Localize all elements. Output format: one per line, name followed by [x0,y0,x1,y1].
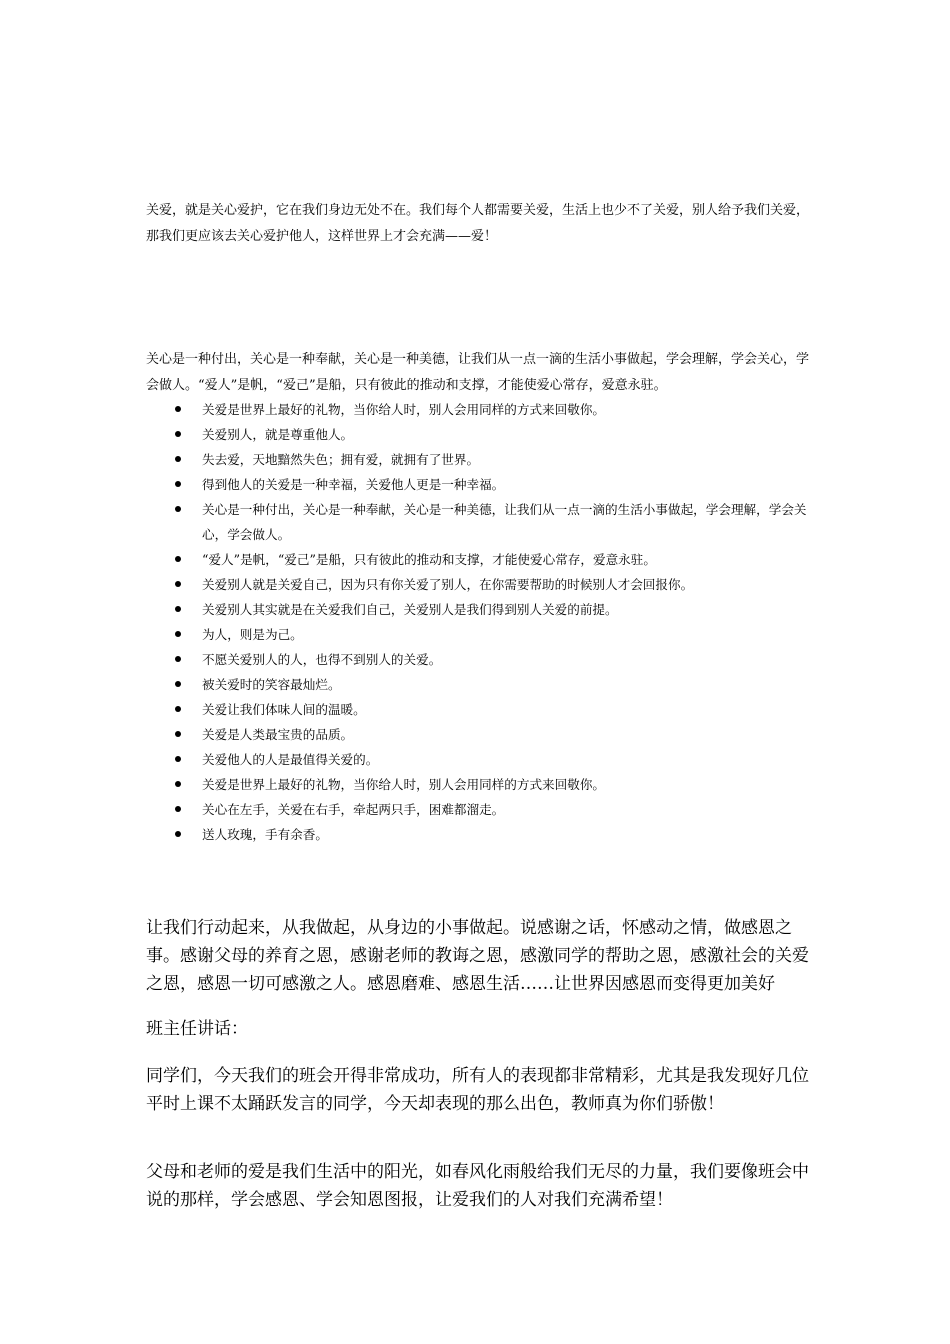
list-item: 关爱是世界上最好的礼物，当你给人时，别人会用同样的方式来回敬你。 [146,397,810,422]
teacher-speech-2: 父母和老师的爱是我们生活中的阳光，如春风化雨般给我们无尽的力量，我们要像班会中说的那样，学会感恩、学会知恩图报，让爱我们的人对我们充满希望！ [146,1162,809,1210]
list-item: 送人玫瑰，手有余香。 [146,822,810,847]
bullet-icon [175,831,181,837]
bullet-icon [175,781,181,787]
list-item: 得到他人的关爱是一种幸福，关爱他人更是一种幸福。 [146,472,810,497]
bullet-icon [175,581,181,587]
bullet-icon [175,656,181,662]
list-item: 关心是一种付出，关心是一种奉献，关心是一种美德，让我们从一点一滴的生活小事做起，学会理解，学会关心，学会做人。 [146,497,810,547]
action-paragraph: 让我们行动起来，从我做起，从身边的小事做起。说感谢之话，怀感动之情，做感恩之事。感谢父母的养育之恩，感谢老师的教诲之恩，感激同学的帮助之恩，感激社会的关爱之恩，感恩一切可感激之人。感恩磨难、感恩生活……让世界因感恩而变得更加美好 [146,918,809,994]
list-item: 为人，则是为己。 [146,622,810,647]
quote-list [146,397,810,847]
list-item: 关心在左手，关爱在右手，牵起两只手，困难都溜走。 [146,797,810,822]
list-item: 不愿关爱别人的人，也得不到别人的关爱。 [146,647,810,672]
bullet-icon [175,506,181,512]
bullet-icon [175,481,181,487]
bullet-icon [175,431,181,437]
list-item: 关爱别人就是关爱自己，因为只有你关爱了别人，在你需要帮助的时候别人才会回报你。 [146,572,810,597]
bullet-icon [175,556,181,562]
list-item: “爱人”是帆，“爱己”是船，只有彼此的推动和支撑，才能使爱心常存，爱意永驻。 [146,547,810,572]
list-item: 关爱别人，就是尊重他人。 [146,422,810,447]
bullet-icon [175,706,181,712]
bullet-icon [175,456,181,462]
teacher-heading: 班主任讲话： [146,1019,248,1039]
bullet-icon [175,756,181,762]
list-item: 关爱是人类最宝贵的品质。 [146,722,810,747]
bullet-icon [175,406,181,412]
bullet-icon [175,731,181,737]
list-item: 关爱他人的人是最值得关爱的。 [146,747,810,772]
list-item: 关爱是世界上最好的礼物，当你给人时，别人会用同样的方式来回敬你。 [146,772,810,797]
bullet-icon [175,806,181,812]
list-item: 关爱别人其实就是在关爱我们自己，关爱别人是我们得到别人关爱的前提。 [146,597,810,622]
care-paragraph: 关心是一种付出，关心是一种奉献，关心是一种美德，让我们从一点一滴的生活小事做起，学会理解，学会关心，学会做人。“爱人”是帆，“爱己”是船，只有彼此的推动和支撑，才能使爱心常存，爱意永驻。 [146,352,810,393]
list-item: 关爱让我们体味人间的温暖。 [146,697,810,722]
bullet-icon [175,681,181,687]
bullet-icon [175,631,181,637]
teacher-speech-1: 同学们，今天我们的班会开得非常成功，所有人的表现都非常精彩，尤其是我发现好几位平时上课不太踊跃发言的同学，今天却表现的那么出色，教师真为你们骄傲！ [146,1066,809,1114]
list-item: 失去爱，天地黯然失色；拥有爱，就拥有了世界。 [146,447,810,472]
bullet-icon [175,606,181,612]
intro-paragraph: 关爱，就是关心爱护，它在我们身边无处不在。我们每个人都需要关爱，生活上也少不了关爱，别人给予我们关爱，那我们更应该去关心爱护他人，这样世界上才会充满——爱！ [146,203,810,244]
list-item: 被关爱时的笑容最灿烂。 [146,672,810,697]
